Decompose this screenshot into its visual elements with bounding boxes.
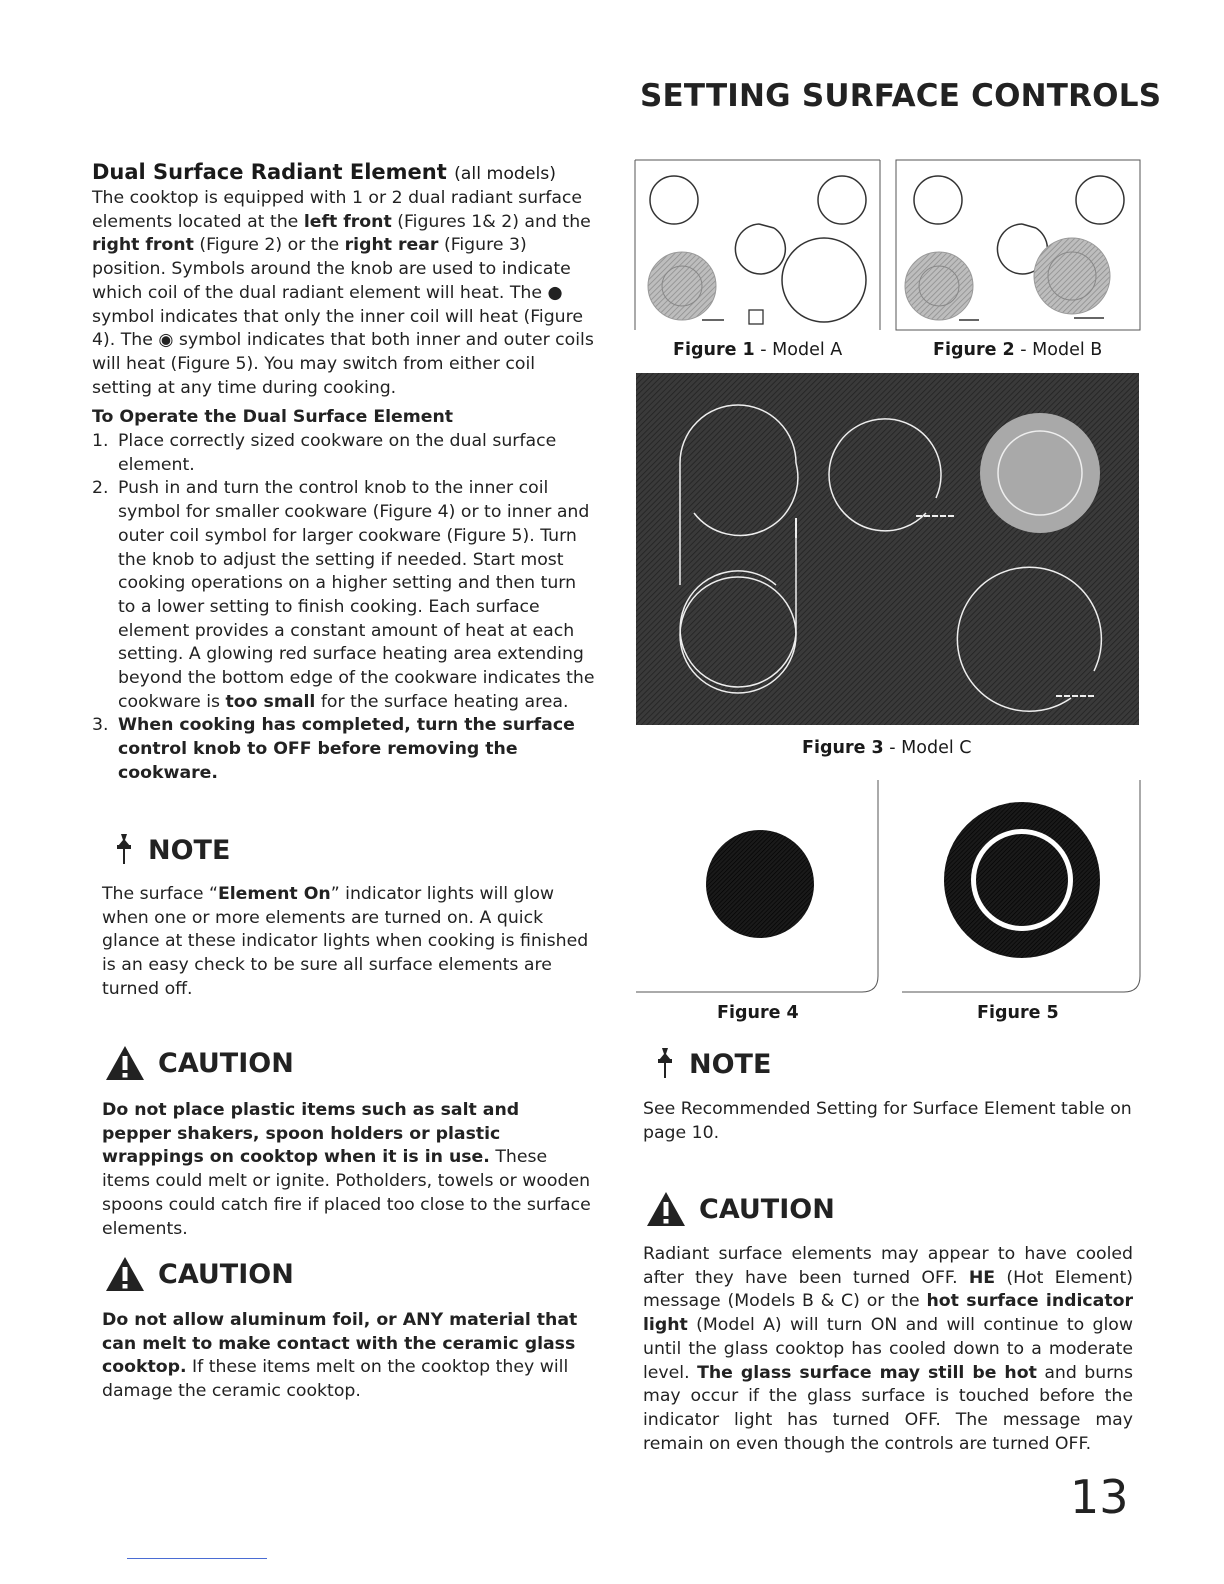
figure-1-caption (673, 340, 842, 360)
caution-text-2 (102, 1309, 594, 1404)
note-text-left (102, 883, 594, 1002)
caution-bold: Do not allow aluminum foil, or ANY material that can melt to make contact with the ceramic glass cooktop. (102, 1310, 578, 1378)
note-text-1: The surface “ (102, 884, 218, 904)
caution-heading-right (645, 1190, 835, 1228)
figure-4-knob (636, 780, 878, 992)
intro-bold-2: right front (92, 235, 194, 256)
note-label: NOTE (148, 834, 231, 866)
pushpin-icon (112, 832, 136, 868)
figure-3-caption (802, 738, 972, 758)
caution-text-4: and burns may occur if the glass surface is touched before the indicator light has turned OFF. The message may remain on even though the controls are turned OFF. (643, 1362, 1133, 1454)
intro-bold-3: right rear (344, 235, 439, 256)
step-bold: too small (225, 691, 316, 712)
figure-2-caption (933, 340, 1102, 360)
warning-icon (645, 1190, 687, 1228)
figure-3-cooktop (636, 373, 1139, 725)
caution-bold-1: HE (968, 1267, 996, 1288)
figure-label: Figure 5 (977, 1003, 1059, 1023)
caution-text-right (643, 1243, 1133, 1456)
figure-1-cooktop (635, 160, 880, 330)
figure-4-caption (717, 1003, 799, 1023)
note-heading-left (112, 832, 230, 868)
page-title: SETTING SURFACE CONTROLS (640, 78, 1162, 114)
page-number: 13 (1070, 1470, 1129, 1524)
figure-label: Figure 4 (717, 1003, 799, 1023)
figure-label: Figure 3 (802, 738, 884, 758)
figure-model: Model C (901, 738, 972, 758)
intro-text-2: (Figures 1& 2) and the (391, 211, 591, 232)
note-text-2: ” indicator lights will glow when one or more elements are turned on. A quick glance at these indicator lights when cooking is finished is an easy check to be sure all surface elements are turned off. (102, 884, 589, 999)
caution-body: These items could melt or ignite. Potholders, towels or wooden spoons could catch fire if placed too close to the surface elements. (102, 1147, 591, 1239)
footer-rule (127, 1558, 267, 1559)
caution-label: CAUTION (158, 1047, 294, 1079)
heading-text: Dual Surface Radiant Element (92, 160, 447, 184)
caution-text-1: Radiant surface elements may appear to have cooled after they have been turned OFF. (643, 1244, 1133, 1288)
figure-model: Model A (772, 340, 843, 360)
warning-icon (104, 1255, 146, 1293)
intro-text-4: (Figure 3) position. Symbols around the knob are used to indicate which coil of the dual radiant element will heat. The ● symbol indicates that only the inner coil will heat (Figure 4). The ◉ symbol indicates that both inner and outer coils will heat (Figure 5). You may switch from either coil setting at any time during cooking. (92, 235, 594, 398)
figure-5-knob (902, 780, 1140, 992)
caution-text-1 (102, 1099, 594, 1241)
list-item (92, 430, 598, 477)
note-heading-right (653, 1046, 771, 1082)
figure-2-cooktop (896, 160, 1140, 330)
note-label: NOTE (689, 1048, 772, 1080)
figures-4-5-knobs (634, 776, 1144, 998)
operate-heading: To Operate the Dual Surface Element (92, 407, 454, 428)
caution-heading-1 (104, 1044, 294, 1082)
step-bold: When cooking has completed, turn the surface control knob to OFF before removing the cookware. (118, 715, 575, 783)
caution-bold-3: The glass surface may still be hot (697, 1362, 1037, 1383)
step-number: 3. (92, 715, 109, 736)
figure-label: Figure 2 (933, 340, 1015, 360)
step-tail: for the surface heating area. (315, 691, 569, 712)
caution-text-3: (Model A) will turn ON and will continue to glow until the glass cooktop has cooled down to a moderate level. (643, 1315, 1133, 1383)
caution-bold: Do not place plastic items such as salt and pepper shakers, spoon holders or plastic wrappings on cooktop when it is in use. (102, 1100, 520, 1168)
intro-paragraph (92, 187, 598, 400)
step-text: Push in and turn the control knob to the inner coil symbol for smaller cookware (Figure 4) or to inner and outer coil symbol for larger cookware (Figure 5). Turn the knob to adjust the setting if needed. Start most cooking operations on a higher setting and then turn to a lower setting to finish cooking. Each surface element provides a constant amount of heat at each setting. A glowing red surface heating area extending beyond the bottom edge of the cookware indicates the cookware is (118, 478, 595, 712)
note-bold: Element On (217, 884, 331, 904)
section-heading (92, 159, 598, 187)
note-text-right: See Recommended Setting for Surface Element table on page 10. (643, 1099, 1132, 1143)
caution-label: CAUTION (699, 1193, 835, 1225)
pushpin-icon (653, 1046, 677, 1082)
figure-sep: - (883, 738, 902, 758)
figures-1-2-diagram (634, 158, 1142, 334)
caution-label: CAUTION (158, 1258, 294, 1290)
caution-bold-2: hot surface indicator light (643, 1291, 1133, 1336)
list-item (92, 714, 598, 785)
figure-model: Model B (1032, 340, 1103, 360)
list-item (92, 477, 598, 714)
step-number: 2. (92, 478, 109, 499)
figure-sep: - (754, 340, 773, 360)
left-column (92, 159, 598, 786)
step-number: 1. (92, 431, 109, 452)
figure-sep: - (1014, 340, 1033, 360)
intro-text-3: (Figure 2) or the (193, 235, 345, 256)
figure-label: Figure 1 (673, 340, 755, 360)
intro-text-1: The cooktop is equipped with 1 or 2 dual radiant surface elements located at the (92, 188, 583, 232)
step-text: Place correctly sized cookware on the dual surface element. (118, 431, 557, 475)
caution-text-2: (Hot Element) message (Models B & C) or the (643, 1267, 1133, 1312)
caution-body: If these items melt on the cooktop they will damage the ceramic cooktop. (102, 1357, 569, 1402)
figure-5-caption (977, 1003, 1059, 1023)
intro-bold-1: left front (303, 211, 392, 232)
steps-list (92, 430, 598, 786)
warning-icon (104, 1044, 146, 1082)
heading-sub: (all models) (454, 164, 557, 184)
caution-heading-2 (104, 1255, 294, 1293)
